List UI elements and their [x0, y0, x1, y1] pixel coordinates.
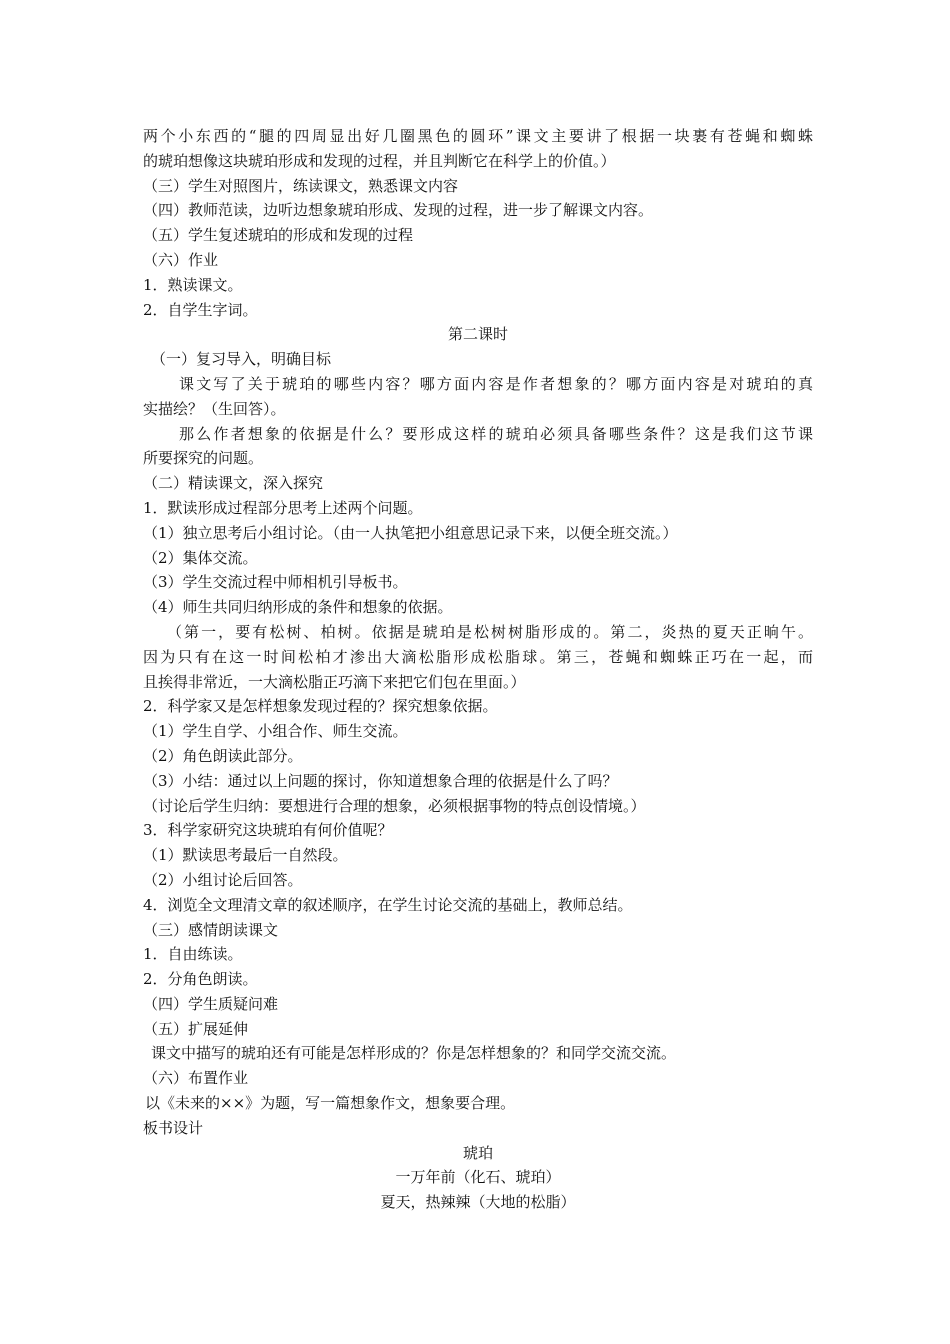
section-heading-extend: （五）扩展延伸 — [143, 1019, 249, 1038]
section-heading-3: （三）学生对照图片，练读课文，熟悉课文内容 — [143, 176, 459, 195]
sub-list-item: （4）师生共同归纳形成的条件和想象的依据。 — [143, 598, 453, 617]
section-heading-questions: （四）学生质疑问难 — [143, 994, 279, 1013]
sub-list-item: （1）默读思考最后一自然段。 — [143, 846, 348, 865]
list-item: 2．科学家又是怎样想象发现过程的？探究想象依据。 — [143, 697, 498, 716]
paragraph-line: 所要探究的问题。 — [143, 449, 264, 468]
list-item: 3．科学家研究这块琥珀有何价值呢？ — [143, 821, 393, 840]
paragraph-line-01: 两个小东西的“腿的四周显出好几圈黑色的圆环”课文主要讲了根据一块裹有苍蝇和蜘蛛 — [143, 127, 813, 145]
section-heading-6: （六）作业 — [143, 250, 219, 269]
list-item: 1．默读形成过程部分思考上述两个问题。 — [143, 498, 423, 517]
section-heading-review: （一）复习导入，明确目标 — [151, 350, 332, 369]
board-design-heading: 板书设计 — [143, 1118, 204, 1137]
sub-list-item: （2）角色朗读此部分。 — [143, 746, 303, 765]
list-item: 2．分角色朗读。 — [143, 970, 258, 989]
list-item: 1．自由练读。 — [143, 945, 243, 964]
list-item: 1．熟读课文。 — [143, 275, 243, 294]
paragraph-line: 且挨得非常近，一大滴松脂正巧滴下来把它们包在里面。） — [143, 672, 526, 691]
sub-list-item: （1）独立思考后小组讨论。（由一人执笔把小组意思记录下来，以便全班交流。） — [143, 523, 678, 542]
paragraph-line: 课文写了关于琥珀的哪些内容？哪方面内容是作者想象的？哪方面内容是对琥珀的真 — [179, 374, 813, 393]
section-heading-read: （三）感情朗读课文 — [143, 920, 279, 939]
board-line: 一万年前（化石、琥珀） — [395, 1168, 561, 1187]
document-body — [143, 124, 813, 1215]
paragraph-line: 实描绘？（生回答）。 — [143, 399, 286, 418]
list-item: 2．自学生字词。 — [143, 300, 258, 319]
paragraph-line: （讨论后学生归纳：要想进行合理的想象，必须根据事物的特点创设情境。） — [143, 796, 646, 815]
lesson-title: 第二课时 — [447, 325, 508, 344]
section-heading-homework: （六）布置作业 — [143, 1069, 249, 1088]
paragraph-line-02: 的琥珀想像这块琥珀形成和发现的过程，并且判断它在科学上的价值。） — [143, 151, 616, 170]
sub-list-item: （3）小结：通过以上问题的探讨，你知道想象合理的依据是什么了吗？ — [143, 771, 618, 790]
paragraph-line: 因为只有在这一时间松柏才渗出大滴松脂形成松脂球。第三，苍蝇和蜘蛛正巧在一起，而 — [143, 647, 813, 666]
paragraph-line: 课文中描写的琥珀还有可能是怎样形成的？你是怎样想象的？和同学交流交流。 — [151, 1044, 677, 1063]
paragraph-line: （第一，要有松树、柏树。依据是琥珀是松树树脂形成的。第二，炎热的夏天正晌午。 — [167, 622, 813, 641]
section-heading-4: （四）教师范读，边听边想象琥珀形成、发现的过程，进一步了解课文内容。 — [143, 201, 654, 220]
list-item: 4．浏览全文理清文章的叙述顺序，在学生讨论交流的基础上，教师总结。 — [143, 895, 633, 914]
section-heading-5: （五）学生复述琥珀的形成和发现的过程 — [143, 226, 414, 245]
sub-list-item: （3）学生交流过程中师相机引导板书。 — [143, 573, 408, 592]
sub-list-item: （1）学生自学、小组合作、师生交流。 — [143, 722, 408, 741]
board-line: 夏天，热辣辣（大地的松脂） — [380, 1193, 576, 1212]
board-title: 琥珀 — [462, 1143, 493, 1162]
paragraph-line: 那么作者想象的依据是什么？要形成这样的琥珀必须具备哪些条件？这是我们这节课 — [179, 424, 813, 443]
sub-list-item: （2）小组讨论后回答。 — [143, 870, 303, 889]
section-heading-explore: （二）精读课文，深入探究 — [143, 474, 324, 493]
sub-list-item: （2）集体交流。 — [143, 548, 258, 567]
paragraph-line: 以《未来的××》为题，写一篇想象作文，想象要合理。 — [145, 1094, 516, 1113]
